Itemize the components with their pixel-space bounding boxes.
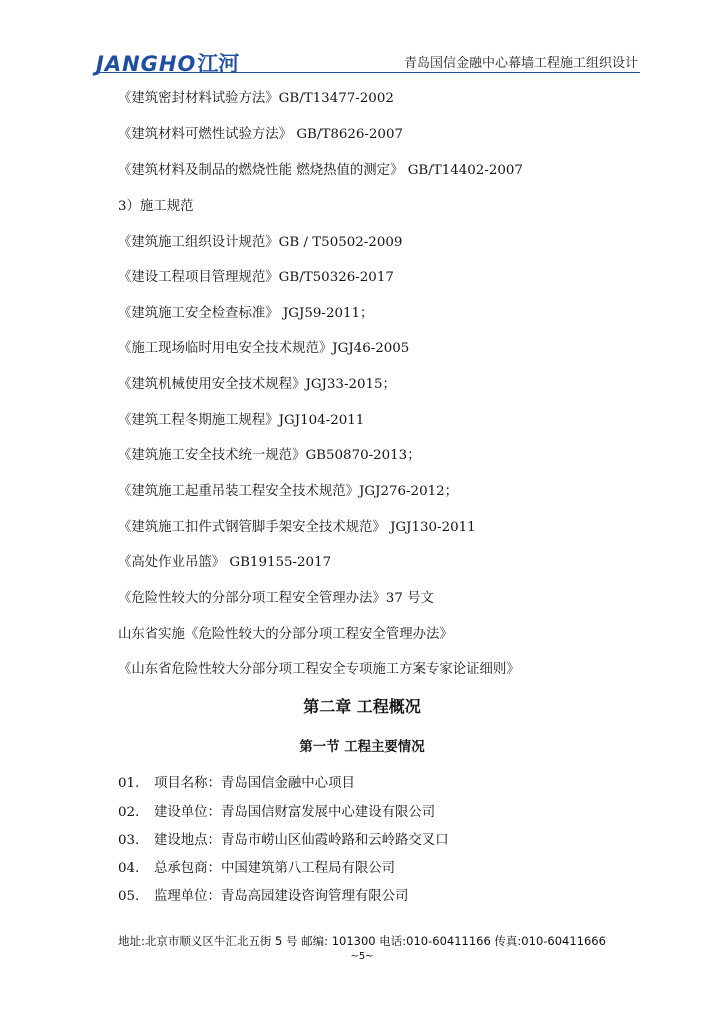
page-footer: 地址:北京市顺义区牛汇北五街 5 号 邮编: 101300 电话:010-60411166 传真:010-60411666: [118, 934, 606, 948]
reference-line: 《建筑密封材料试验方法》GB/T13477-2002: [118, 91, 394, 106]
item-number: 02.: [118, 805, 140, 820]
item-text: 建设地点：青岛市崂山区仙霞岭路和云岭路交叉口: [154, 833, 449, 848]
reference-line: 《施工现场临时用电安全技术规范》JGJ46-2005: [118, 341, 410, 356]
reference-line: 《建筑施工安全检查标准》 JGJ59-2011；: [118, 306, 374, 321]
reference-line: 《高处作业吊篮》 GB19155-2017: [118, 555, 332, 570]
reference-line: 《建设工程项目管理规范》GB/T50326-2017: [118, 270, 394, 285]
reference-line: 《山东省危险性较大分部分项工程安全专项施工方案专家论证细则》: [118, 662, 520, 677]
item-text: 监理单位：青岛高园建设咨询管理有限公司: [154, 889, 409, 904]
subsection-heading: 3）施工规范: [118, 199, 194, 214]
reference-line: 《建筑施工起重吊装工程安全技术规范》JGJ276-2012；: [118, 484, 459, 499]
item-number: 05.: [118, 889, 140, 904]
page-header: [96, 42, 640, 74]
reference-line: 《危险性较大的分部分项工程安全管理办法》37 号文: [118, 591, 434, 606]
list-item: [118, 885, 408, 904]
chapter-title: 第二章 工程概况: [303, 697, 421, 716]
reference-line: 《建筑材料可燃性试验方法》 GB/T8626-2007: [118, 127, 403, 142]
item-text: 总承包商：中国建筑第八工程局有限公司: [154, 861, 396, 876]
list-item: [118, 829, 449, 848]
section-title: 第一节 工程主要情况: [299, 740, 425, 755]
list-item: [118, 857, 395, 876]
reference-line: 《建筑机械使用安全技术规程》JGJ33-2015；: [118, 377, 396, 392]
reference-line: 《建筑材料及制品的燃烧性能 燃烧热值的测定》 GB/T14402-2007: [118, 163, 523, 178]
reference-line: 《建筑施工组织设计规范》GB / T50502-2009: [118, 235, 403, 250]
item-number: 03.: [118, 833, 140, 848]
company-logo: [96, 48, 239, 78]
reference-line: 《建筑施工安全技术统一规范》GB50870-2013；: [118, 448, 421, 463]
reference-line: 《建筑工程冬期施工规程》JGJ104-2011: [118, 413, 365, 428]
item-number: 01.: [118, 776, 140, 791]
header-divider: [96, 72, 640, 73]
logo-latin-text: JANGHO: [96, 52, 197, 76]
reference-line: 山东省实施《危险性较大的分部分项工程安全管理办法》: [118, 627, 453, 642]
reference-line: 《建筑施工扣件式钢管脚手架安全技术规范》 JGJ130-2011: [118, 520, 476, 535]
item-number: 04.: [118, 861, 140, 876]
item-text: 建设单位：青岛国信财富发展中心建设有限公司: [154, 805, 436, 820]
page-number: ~5~: [350, 951, 374, 962]
item-text: 项目名称：青岛国信金融中心项目: [154, 776, 355, 791]
logo-cn-text: 江河: [197, 52, 240, 76]
list-item: [118, 801, 435, 820]
document-title: 青岛国信金融中心幕墙工程施工组织设计: [403, 56, 638, 71]
list-item: [118, 772, 355, 791]
